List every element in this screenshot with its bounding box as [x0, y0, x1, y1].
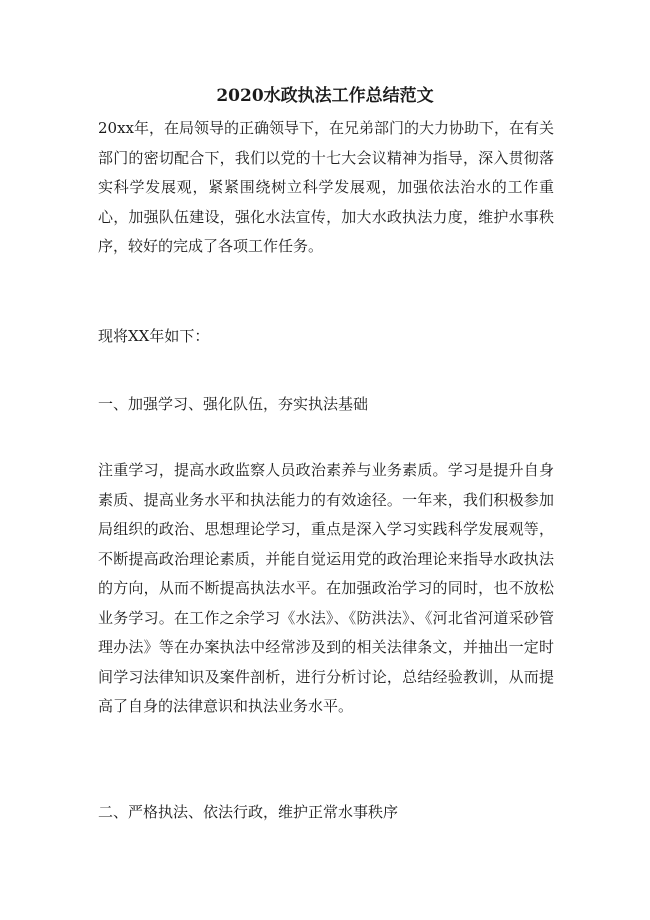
summary-lead-paragraph: 现将XX年如下：: [98, 327, 210, 345]
intro-paragraph: 20xx年，在局领导的正确领导下，在兄弟部门的大力协助下，在有关部门的密切配合下，我们以党的十七大会议精神为指导，深入贯彻落实科学发展观，紧紧围绕树立科学发展观，加强依法治水的工作重心，加强队伍建设，强化水法宣传，加大水政执法力度，维护水事秩序，较好的完成了各项工作任务。: [98, 119, 555, 255]
document-title: 2020水政执法工作总结范文: [216, 86, 434, 106]
section-heading-1: 一、加强学习、强化队伍，夯实执法基础: [98, 395, 369, 413]
section-heading-2: 二、严格执法、依法行政，维护正常水事秩序: [98, 803, 399, 821]
section-1-body-paragraph: 注重学习，提高水政监察人员政治素养与业务素质。学习是提升自身素质、提高业务水平和执法能力的有效途径。一年来，我们积极参加局组织的政治、思想理论学习，重点是深入学习实践科学发展观等，不断提高政治理论素质，并能自觉运用党的政治理论来指导水政执法的方向，从而不断提高执法水平。在加强政治学习的同时，也不放松业务学习。在工作之余学习《水法》、《防洪法》、《河北省河道采砂管理办法》等在办案执法中经常涉及到的相关法律条文，并抽出一定时间学习法律知识及案件剖析，进行分析讨论，总结经验教训，从而提高了自身的法律意识和执法业务水平。: [98, 461, 554, 715]
